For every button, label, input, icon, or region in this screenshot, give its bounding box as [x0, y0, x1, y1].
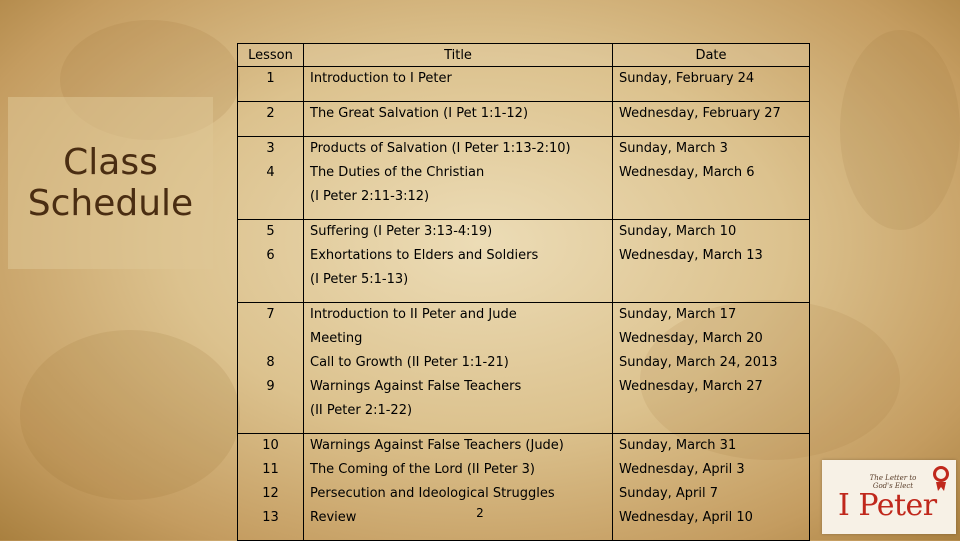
row-spacer — [238, 91, 810, 102]
lesson-cell: 11 — [238, 458, 304, 482]
lesson-cell: 9 — [238, 375, 304, 423]
title-line: Warnings Against False Teachers — [310, 379, 522, 394]
title-cell — [304, 506, 613, 530]
header-title: Title — [304, 44, 613, 67]
lesson-cell: 2 — [238, 102, 304, 127]
row-spacer — [238, 530, 810, 541]
title-cell — [304, 482, 613, 506]
lesson-cell: 13 — [238, 506, 304, 530]
date-cell: Wednesday, March 27 — [613, 375, 810, 423]
title-line: Persecution and Ideological Struggles — [310, 486, 555, 501]
title-reference-line: (I Peter 2:11-3:12) — [310, 189, 430, 204]
spacer-cell — [613, 530, 810, 541]
slide-title-line-1: Class — [63, 142, 158, 183]
spacer-cell — [613, 91, 810, 102]
table-row — [238, 244, 810, 292]
header-row — [238, 44, 810, 67]
title-line: Meeting — [310, 331, 363, 346]
date-cell: Sunday, March 31 — [613, 434, 810, 459]
date-cell: Sunday, March 3 — [613, 137, 810, 162]
title-line: Review — [310, 510, 357, 525]
lesson-cell: 6 — [238, 244, 304, 292]
row-spacer — [238, 292, 810, 303]
table-row — [238, 482, 810, 506]
title-cell — [304, 137, 613, 162]
date-cell: Wednesday, April 3 — [613, 458, 810, 482]
table-row — [238, 220, 810, 245]
title-cell — [304, 434, 613, 459]
table-row — [238, 506, 810, 530]
title-line: Suffering (I Peter 3:13-4:19) — [310, 224, 493, 239]
table-row — [238, 161, 810, 209]
spacer-cell — [304, 292, 613, 303]
title-cell — [304, 458, 613, 482]
i-peter-logo — [822, 460, 956, 534]
header-lesson: Lesson — [238, 44, 304, 67]
title-cell — [304, 161, 613, 209]
date-cell: Wednesday, March 20 — [613, 327, 810, 351]
date-cell: Wednesday, March 13 — [613, 244, 810, 292]
lesson-cell: 4 — [238, 161, 304, 209]
title-reference-line: (I Peter 5:1-13) — [310, 272, 409, 287]
row-spacer — [238, 126, 810, 137]
title-line: Products of Salvation (I Peter 1:13-2:10) — [310, 141, 571, 156]
table-row — [238, 351, 810, 375]
lesson-cell: 8 — [238, 351, 304, 375]
schedule-body — [238, 67, 810, 541]
title-cell — [304, 67, 613, 92]
lesson-cell: 10 — [238, 434, 304, 459]
logo-subtitle-line-2: God's Elect — [872, 482, 914, 490]
table-row — [238, 102, 810, 127]
row-spacer — [238, 423, 810, 434]
title-reference-line: (II Peter 2:1-22) — [310, 403, 413, 418]
title-cell — [304, 375, 613, 423]
title-line: The Coming of the Lord (II Peter 3) — [310, 462, 535, 477]
lesson-cell: 3 — [238, 137, 304, 162]
header-date: Date — [613, 44, 810, 67]
seal-icon — [930, 464, 952, 492]
logo-title: I Peter — [838, 488, 937, 523]
lesson-cell: 7 — [238, 303, 304, 328]
page-number: 2 — [476, 506, 484, 520]
title-cell — [304, 327, 613, 351]
parchment-stain — [840, 30, 960, 230]
slide-title — [8, 97, 213, 269]
spacer-cell — [613, 209, 810, 220]
date-cell: Sunday, March 17 — [613, 303, 810, 328]
title-line: Call to Growth (II Peter 1:1-21) — [310, 355, 509, 370]
spacer-cell — [238, 530, 304, 541]
date-cell: Wednesday, March 6 — [613, 161, 810, 209]
date-cell: Wednesday, February 27 — [613, 102, 810, 127]
table-row — [238, 375, 810, 423]
spacer-cell — [238, 91, 304, 102]
lesson-cell: 5 — [238, 220, 304, 245]
title-line: Introduction to II Peter and Jude — [310, 307, 517, 322]
date-cell: Wednesday, April 10 — [613, 506, 810, 530]
title-cell — [304, 102, 613, 127]
lesson-cell: 1 — [238, 67, 304, 92]
date-cell: Sunday, March 24, 2013 — [613, 351, 810, 375]
spacer-cell — [304, 126, 613, 137]
lesson-cell — [238, 327, 304, 351]
table-row — [238, 327, 810, 351]
title-cell — [304, 351, 613, 375]
logo-subtitle-line-1: The Letter to — [869, 474, 917, 482]
title-cell — [304, 220, 613, 245]
date-cell: Sunday, April 7 — [613, 482, 810, 506]
lesson-cell: 12 — [238, 482, 304, 506]
spacer-cell — [238, 209, 304, 220]
spacer-cell — [238, 126, 304, 137]
title-line: The Duties of the Christian — [310, 165, 485, 180]
spacer-cell — [304, 423, 613, 434]
spacer-cell — [613, 292, 810, 303]
row-spacer — [238, 209, 810, 220]
spacer-cell — [304, 530, 613, 541]
spacer-cell — [613, 423, 810, 434]
schedule-table — [237, 43, 810, 541]
spacer-cell — [238, 423, 304, 434]
title-line: Exhortations to Elders and Soldiers — [310, 248, 539, 263]
title-cell — [304, 303, 613, 328]
title-cell — [304, 244, 613, 292]
title-line: The Great Salvation (I Pet 1:1-12) — [310, 106, 529, 121]
table-row — [238, 137, 810, 162]
date-cell: Sunday, March 10 — [613, 220, 810, 245]
spacer-cell — [613, 126, 810, 137]
parchment-stain — [20, 330, 240, 500]
table-row — [238, 458, 810, 482]
table-row — [238, 67, 810, 92]
title-line: Warnings Against False Teachers (Jude) — [310, 438, 564, 453]
spacer-cell — [238, 292, 304, 303]
slide-title-line-2: Schedule — [27, 183, 194, 224]
table-row — [238, 303, 810, 328]
date-cell: Sunday, February 24 — [613, 67, 810, 92]
spacer-cell — [304, 91, 613, 102]
title-line: Introduction to I Peter — [310, 71, 452, 86]
spacer-cell — [304, 209, 613, 220]
table-row — [238, 434, 810, 459]
